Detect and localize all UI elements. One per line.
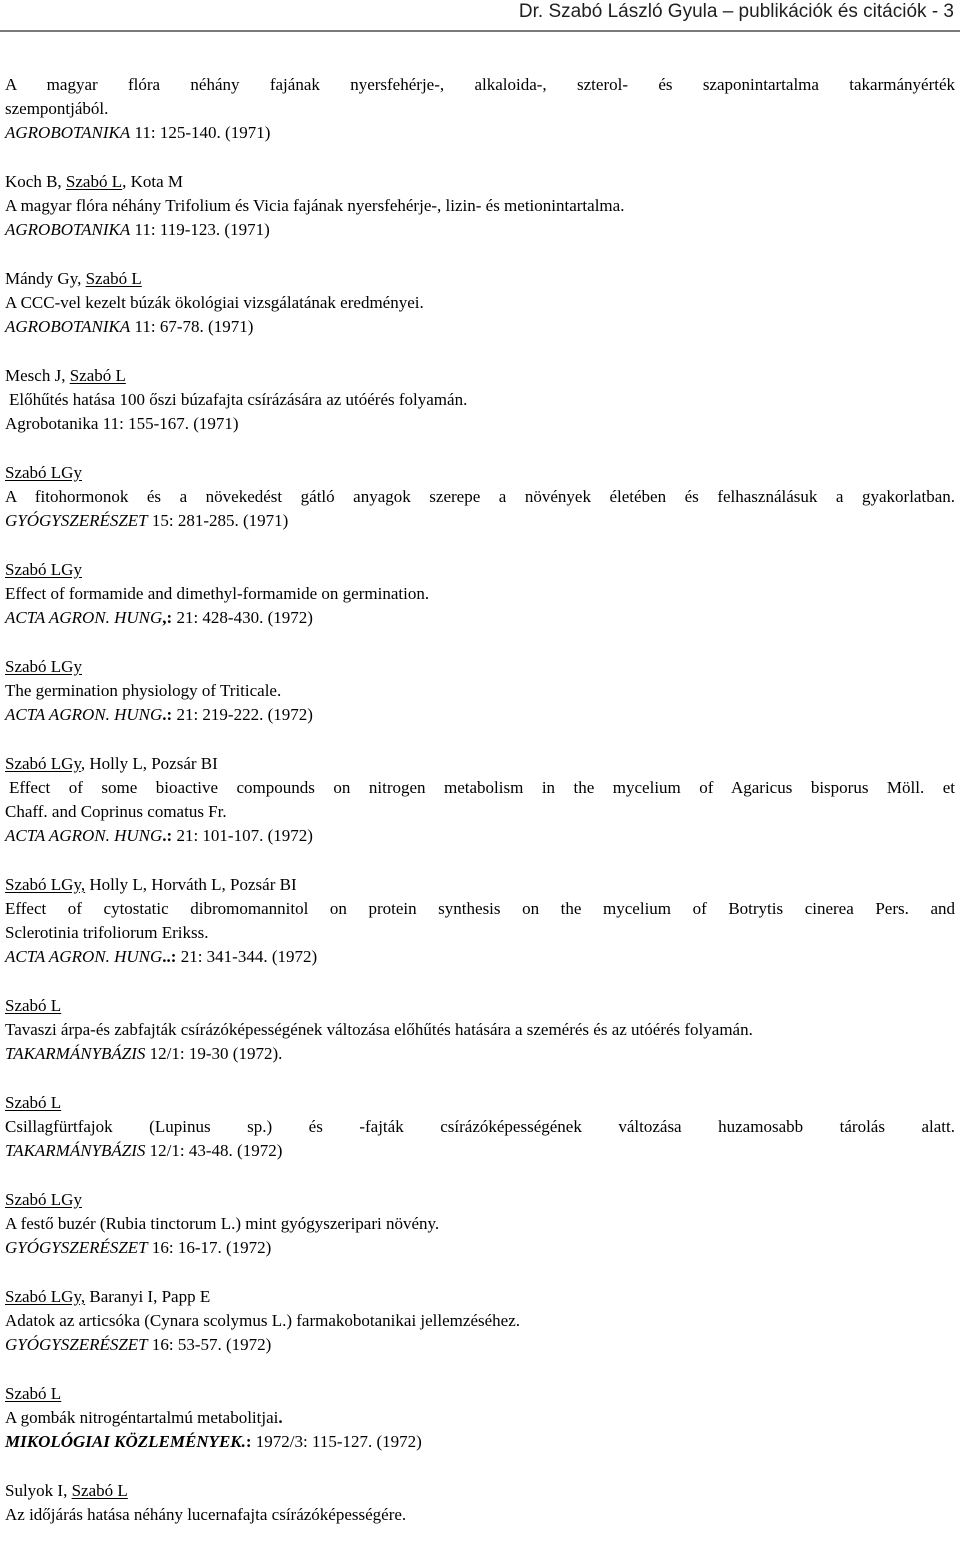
publication-title [5,1406,955,1430]
publication-title-cont: Sclerotinia trifoliorum Erikss. [5,923,209,942]
publication-source [5,315,955,339]
journal-name: GYÓGYSZERÉSZET [5,511,148,530]
author-szabo: Szabó L [69,366,126,385]
publication-authors [5,461,955,485]
publication-source [5,606,955,630]
publication-title: A festő buzér (Rubia tinctorum L.) mint gyógyszeripari növény. [5,1214,440,1233]
journal-name: MIKOLÓGIAI KÖZLEMÉNYEK. [5,1432,246,1451]
publication-title: Effect of formamide and dimethyl-formamide on germination. [5,584,430,603]
header-rule [0,30,960,32]
publication-source [5,1333,955,1357]
publication-entry [5,752,955,848]
citation: 11: 67-78. (1971) [130,317,254,336]
publication-entry [5,1188,955,1260]
publication-source: Agrobotanika 11: 155-167. (1971) [5,414,239,433]
publication-list [5,73,955,1552]
publication-source [5,1430,955,1454]
journal-name: AGROBOTANIKA [5,123,131,142]
author-szabo: Szabó L [5,996,62,1015]
publication-source [5,121,955,145]
author-szabo: Szabó LGy [5,463,82,482]
page-header: Dr. Szabó László Gyula – publikációk és citációk - 3 [518,1,954,22]
publication-entry [5,73,955,145]
citation: 12/1: 19-30 (1972). [145,1044,283,1063]
citation: 1972/3: 115-127. (1972) [251,1432,422,1451]
citation: 16: 16-17. (1972) [147,1238,272,1257]
publication-entry [5,1479,955,1527]
author-szabo: Szabó L [71,1481,128,1500]
publication-title: Előhűtés hatása 100 őszi búzafajta csírázására az utóérés folyamán. [9,390,468,409]
coauthor: Mesch J, [5,366,70,385]
journal-name: GYÓGYSZERÉSZET [5,1238,148,1257]
citation: 15: 281-285. (1971) [147,511,289,530]
journal-name-hung: HUNG [114,826,163,845]
author-szabo: Szabó L [5,1093,62,1112]
author-szabo: Szabó LGy [5,657,82,676]
publication-title: Effect of some bioactive compounds on nitrogen metabolism in the mycelium of Agaricus bisporus Möll. et [9,778,955,797]
citation-separator: : [245,1432,252,1451]
publication-source [5,1236,955,1260]
citation: 11: 125-140. (1971) [130,123,271,142]
publication-authors [5,558,955,582]
publication-source [5,703,955,727]
publication-authors [5,1091,955,1115]
coauthor: Sulyok I, [5,1481,72,1500]
coauthor: Mándy Gy, [5,269,86,288]
journal-name: ACTA AGRON. [5,608,115,627]
publication-entry [5,461,955,533]
journal-name-hung: HUNG [114,608,163,627]
publication-entry [5,1382,955,1454]
publication-title-cont: Chaff. and Coprinus comatus Fr. [5,802,227,821]
publication-authors [5,364,955,388]
publication-source [5,945,955,969]
journal-name: AGROBOTANIKA [5,317,131,336]
citation: 11: 119-123. (1971) [130,220,270,239]
coauthor: Koch B, [5,172,66,191]
publication-source [5,1139,955,1163]
publication-entry [5,994,955,1066]
publication-title: Adatok az articsóka (Cynara scolymus L.) farmakobotanikai jellemzéséhez. [5,1311,520,1330]
citation-separator: .: [162,705,173,724]
citation: 16: 53-57. (1972) [147,1335,272,1354]
publication-title-cont: szempontjából. [5,99,109,118]
publication-entry [5,873,955,969]
publication-authors [5,655,955,679]
publication-authors [5,1382,955,1406]
publication-entry [5,558,955,630]
publication-title: Csillagfürtfajok (Lupinus sp.) és -fajták csírázóképességének változása huzamosabb tárolás alatt. [5,1117,955,1136]
author-szabo: Szabó L [65,172,123,191]
publication-entry [5,1285,955,1357]
citation-separator: .: [162,826,173,845]
coauthor: , Holly L, Pozsár BI [80,754,218,773]
citation: 21: 219-222. (1972) [172,705,313,724]
coauthor: Baranyi I, Papp E [85,1287,211,1306]
journal-name: GYÓGYSZERÉSZET [5,1335,148,1354]
publication-entry [5,1091,955,1163]
publication-entry [5,170,955,242]
author-szabo: Szabó LGy [5,1190,82,1209]
publication-title: Tavaszi árpa-és zabfajták csírázóképességének változása előhűtés hatására a szemérés és az utóérés folyamán. [5,1020,753,1039]
citation: 12/1: 43-48. (1972) [145,1141,283,1160]
author-szabo: Szabó LGy [5,560,82,579]
publication-title: A magyar flóra néhány Trifolium és Vicia fajának nyersfehérje-, lizin- és metionintartalma. [5,196,625,215]
publication-source [5,218,955,242]
author-szabo: Szabó LGy [5,754,81,773]
citation-separator: ..: [162,947,177,966]
citation: 21: 101-107. (1972) [172,826,313,845]
publication-source [5,824,955,848]
journal-name: ACTA AGRON. [5,705,115,724]
journal-name: AGROBOTANIKA [5,220,131,239]
author-szabo: Szabó LGy, [5,1287,86,1306]
author-szabo: Szabó L [5,1384,62,1403]
publication-entry [5,364,955,436]
coauthor: Holly L, Horváth L, Pozsár BI [85,875,297,894]
author-szabo: Szabó LGy, [5,875,86,894]
journal-name: TAKARMÁNYBÁZIS [5,1044,146,1063]
publication-authors [5,267,955,291]
publication-authors [5,994,955,1018]
coauthor: , Kota M [122,172,184,191]
journal-name: ACTA AGRON. [5,826,115,845]
author-szabo: Szabó L [85,269,142,288]
publication-authors [5,170,955,194]
citation-separator: ,: [162,608,173,627]
publication-entry [5,655,955,727]
journal-name: TAKARMÁNYBÁZIS [5,1141,146,1160]
publication-authors [5,1479,955,1503]
publication-title: Effect of cytostatic dibromomannitol on protein synthesis on the mycelium of Botrytis cinerea Pers. and [5,899,955,918]
journal-name: ACTA AGRON. [5,947,115,966]
publication-source [5,1042,955,1066]
publication-title: A magyar flóra néhány fajának nyersfehérje-, alkaloida-, szterol- és szaponintartalma takarmányérték [5,75,955,94]
journal-name-hung: HUNG [114,705,163,724]
publication-entry [5,267,955,339]
publication-authors [5,1285,955,1309]
publication-authors [5,873,955,897]
publication-title: A CCC-vel kezelt búzák ökológiai vizsgálatának eredményei. [5,293,424,312]
publication-authors [5,1188,955,1212]
citation: 21: 341-344. (1972) [176,947,318,966]
publication-title: The germination physiology of Triticale. [5,681,282,700]
title-text: A gombák nitrogéntartalmú metabolitjai [5,1408,279,1427]
title-end: . [278,1408,283,1427]
publication-title: A fitohormonok és a növekedést gátló anyagok szerepe a növények életében és felhasználásuk a gyakorlatban. [5,487,955,506]
citation: 21: 428-430. (1972) [172,608,313,627]
publication-authors [5,752,955,776]
journal-name-hung: HUNG [114,947,163,966]
publication-title: Az időjárás hatása néhány lucernafajta csírázóképességére. [5,1505,407,1524]
publication-source [5,509,955,533]
